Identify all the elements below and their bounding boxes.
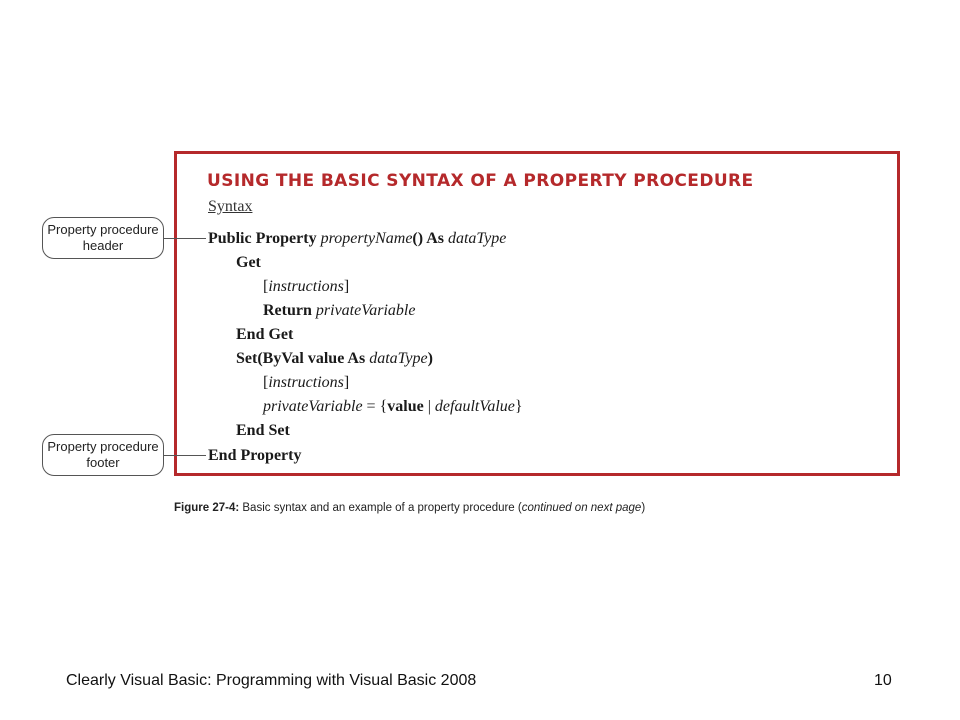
code-line-get [236,254,261,272]
code-line-assignment [263,398,523,416]
keyword: End Set [236,422,290,439]
caption-note: continued on next page [521,502,642,514]
caption-label: Figure 27-4: [174,502,240,514]
placeholder: defaultValue [434,398,515,415]
figure-caption [174,502,645,514]
keyword: End Property [208,447,302,464]
keyword: ) [427,350,433,367]
keyword: Public Property [208,230,321,247]
placeholder: instructions [268,278,344,295]
placeholder: instructions [268,374,344,391]
operator: = { [362,398,388,415]
caption-text: Basic syntax and an example of a property procedure ( [239,502,522,514]
code-line-end-property [208,447,301,465]
figure-title: USING THE BASIC SYNTAX OF A PROPERTY PROCEDURE [207,171,754,191]
keyword: End Get [236,326,294,343]
caption-close: ) [641,502,646,514]
footer-page-number: 10 [874,672,892,689]
code-line-return [263,302,415,320]
bracket: ] [343,278,350,295]
code-line-set-instructions [263,374,349,392]
callout-header-leader [164,238,206,239]
separator: | [423,398,435,415]
bracket: [ [263,278,269,295]
code-line-end-get [236,326,293,344]
placeholder: dataType [369,350,428,367]
callout-footer [42,434,164,476]
bracket: [ [263,374,269,391]
footer-book-title: Clearly Visual Basic: Programming with Visual Basic 2008 [66,672,477,689]
keyword: Set(ByVal value As [236,350,370,367]
syntax-label: Syntax [208,198,253,215]
keyword: Return [263,302,316,319]
placeholder: dataType [447,230,507,247]
bracket: ] [343,374,350,391]
callout-footer-leader [164,455,206,456]
brace: } [514,398,523,415]
callout-footer-text: Property procedure footer [47,439,159,470]
code-line-get-instructions [263,278,349,296]
code-line-property-header [208,230,506,248]
placeholder: privateVariable [315,302,416,319]
placeholder: propertyName [320,230,413,247]
keyword: Get [236,254,261,271]
callout-header-text: Property procedure header [47,222,159,253]
code-line-set [236,350,433,368]
placeholder: privateVariable [263,398,363,415]
code-line-end-set [236,422,290,440]
keyword: value [387,398,424,415]
keyword: () As [412,230,448,247]
callout-header [42,217,164,259]
